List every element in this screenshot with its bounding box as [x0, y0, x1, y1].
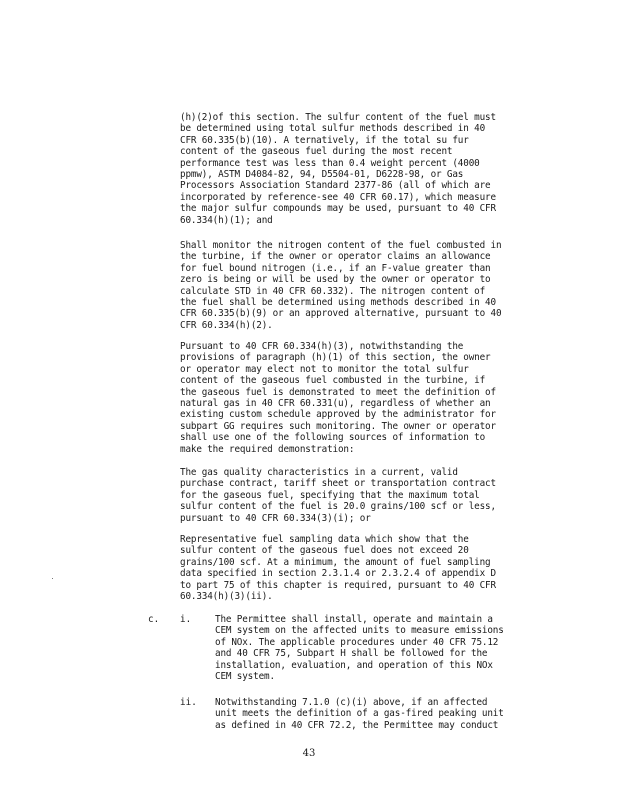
item-marker-i: i. [180, 614, 192, 625]
paragraph-nitrogen-monitoring: Shall monitor the nitrogen content of the fuel combusted in the turbine, if the owner or operator claims an allowance for fuel bound nitrogen (i.e., if an F-value greater than zero is being or will be used by the owner or operator to calculate STD in 40 CFR 60.332). The nitrogen content of the fuel shall be determined using methods described in 40 CFR 60.335(b)(9) or an approved alternative, pursuant to 40 CFR 60.334(h)(2). [180, 240, 502, 331]
item-text-peaking-unit: Notwithstanding 7.1.0 (c)(i) above, if an affected unit meets the definition of a gas-fired peaking unit as defined in 40 CFR 72.2, the Permittee may conduct [215, 697, 504, 731]
scan-speck [52, 578, 53, 579]
paragraph-gas-quality-characteristics: The gas quality characteristics in a current, valid purchase contract, tariff sheet or transportation contract for the gaseous fuel, specifying that the maximum total sulfur content of the fuel is 20.0 grains/100 scf or less, pursuant to 40 CFR 60.334(3)(i); or [180, 467, 496, 524]
page-number: 43 [302, 748, 316, 759]
paragraph-fuel-sampling-data: Representative fuel sampling data which show that the sulfur content of the gaseous fuel does not exceed 20 grains/100 scf. At a minimum, the amount of fuel sampling data specified in section 2.3.1.4 or 2.3.2.4 of appendix D to part 75 of this chapter is required, pursuant to 40 CFR 60.334(h)(3)(ii). [180, 534, 496, 603]
subsection-marker: c. [148, 614, 160, 625]
paragraph-sulfur-test-methods: (h)(2)of this section. The sulfur content of the fuel must be determined using total sulfur methods described in 40 CFR 60.335(b)(10). A ternatively, if the total su fur content of the gaseous fuel during the most recent performance test was less than 0.4 weight percent (4000 ppmw), ASTM D4084-82, 94, D5504-01, D6228-98, or Gas Processors Association Standard 2377-86 (all of which are incorporated by reference-see 40 CFR 60.17), which measure the major sulfur compounds may be used, pursuant to 40 CFR 60.334(h)(1); and [180, 112, 496, 226]
item-text-cem-system: The Permittee shall install, operate and maintain a CEM system on the affected units to measure emissions of NOx. The applicable procedures under 40 CFR 75.12 and 40 CFR 75, Subpart H shall be followed for the installation, evaluation, and operation of this NOx CEM system. [215, 614, 504, 683]
item-marker-ii: ii. [180, 697, 197, 708]
paragraph-natural-gas-exemption: Pursuant to 40 CFR 60.334(h)(3), notwithstanding the provisions of paragraph (h)(1) of this section, the owner or operator may elect not to monitor the total sulfur content of the gaseous fuel combusted in the turbine, if the gaseous fuel is demonstrated to meet the definition of natural gas in 40 CFR 60.331(u), regardless of whether an existing custom schedule approved by the administrator for subpart GG requires such monitoring. The owner or operator shall use one of the following sources of information to make the required demonstration: [180, 341, 496, 455]
